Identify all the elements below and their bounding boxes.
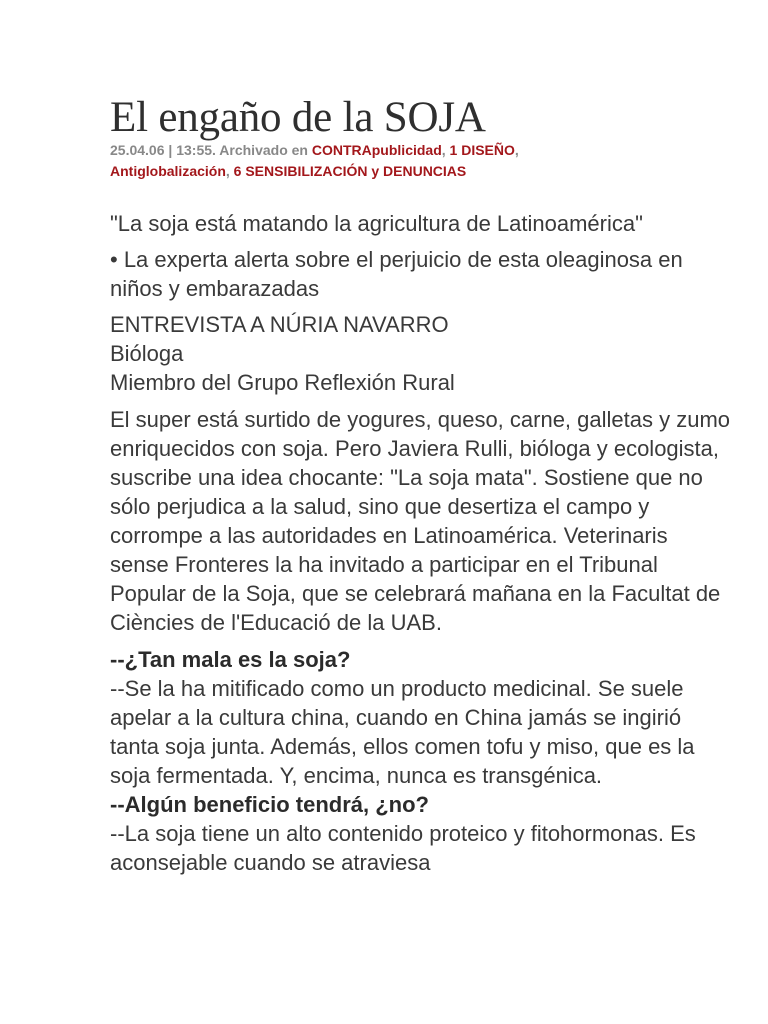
- question-1: --¿Tan mala es la soja?: [110, 647, 351, 672]
- meta-separator: |: [164, 142, 177, 158]
- category-link-diseno[interactable]: 1 DISEÑO: [449, 142, 515, 158]
- article-date: 25.04.06: [110, 142, 165, 158]
- category-link-contrapublicidad[interactable]: CONTRApublicidad: [311, 142, 442, 158]
- interviewee-role: Bióloga: [110, 341, 184, 366]
- headline-quote: "La soja está matando la agricultura de Latinoamérica": [110, 211, 643, 236]
- meta-comma: ,: [225, 163, 234, 179]
- archived-label: Archivado en: [219, 142, 308, 158]
- subhead: • La experta alerta sobre el perjuicio de esta oleaginosa en niños y embarazadas: [110, 247, 683, 301]
- question-2: --Algún beneficio tendrá, ¿no?: [110, 792, 429, 817]
- category-link-antiglobalizacion[interactable]: Antiglobalización: [110, 163, 226, 179]
- interview-byline: ENTREVISTA A NÚRIA NAVARRO: [110, 312, 449, 337]
- category-link-sensibilizacion[interactable]: 6 SENSIBILIZACIÓN y DENUNCIAS: [233, 163, 467, 179]
- meta-comma: ,: [441, 142, 450, 158]
- article: [110, 92, 730, 877]
- meta-period: .: [212, 142, 220, 158]
- interviewee-affiliation: Miembro del Grupo Reflexión Rural: [110, 370, 455, 395]
- answer-1: --Se la ha mitificado como un producto medicinal. Se suele apelar a la cultura china, cuando en China jamás se ingirió tanta soja junta. Además, ellos comen tofu y miso, que es la soja fermentada. Y, encima, nunca es transgénica.: [110, 676, 695, 788]
- article-title: El engaño de la SOJA: [110, 94, 486, 141]
- article-body: [110, 209, 730, 877]
- article-time: 13:55: [176, 142, 213, 158]
- answer-2: --La soja tiene un alto contenido proteico y fitohormonas. Es aconsejable cuando se atraviesa: [110, 821, 696, 875]
- meta-comma: ,: [514, 142, 519, 158]
- article-meta: [110, 140, 630, 182]
- intro-paragraph: El super está surtido de yogures, queso, carne, galletas y zumo enriquecidos con soja. Pero Javiera Rulli, bióloga y ecologista, suscribe una idea chocante: "La soja mata". Sostiene que no sólo perjudica a la salud, sino que desertiza el campo y corrompe a las autoridades en Latinoamérica. Veterinaris sense Fronteres la ha invitado a participar en el Tribunal Popular de la Soja, que se celebrará mañana en la Facultat de Ciències de l'Educació de la UAB.: [110, 407, 731, 635]
